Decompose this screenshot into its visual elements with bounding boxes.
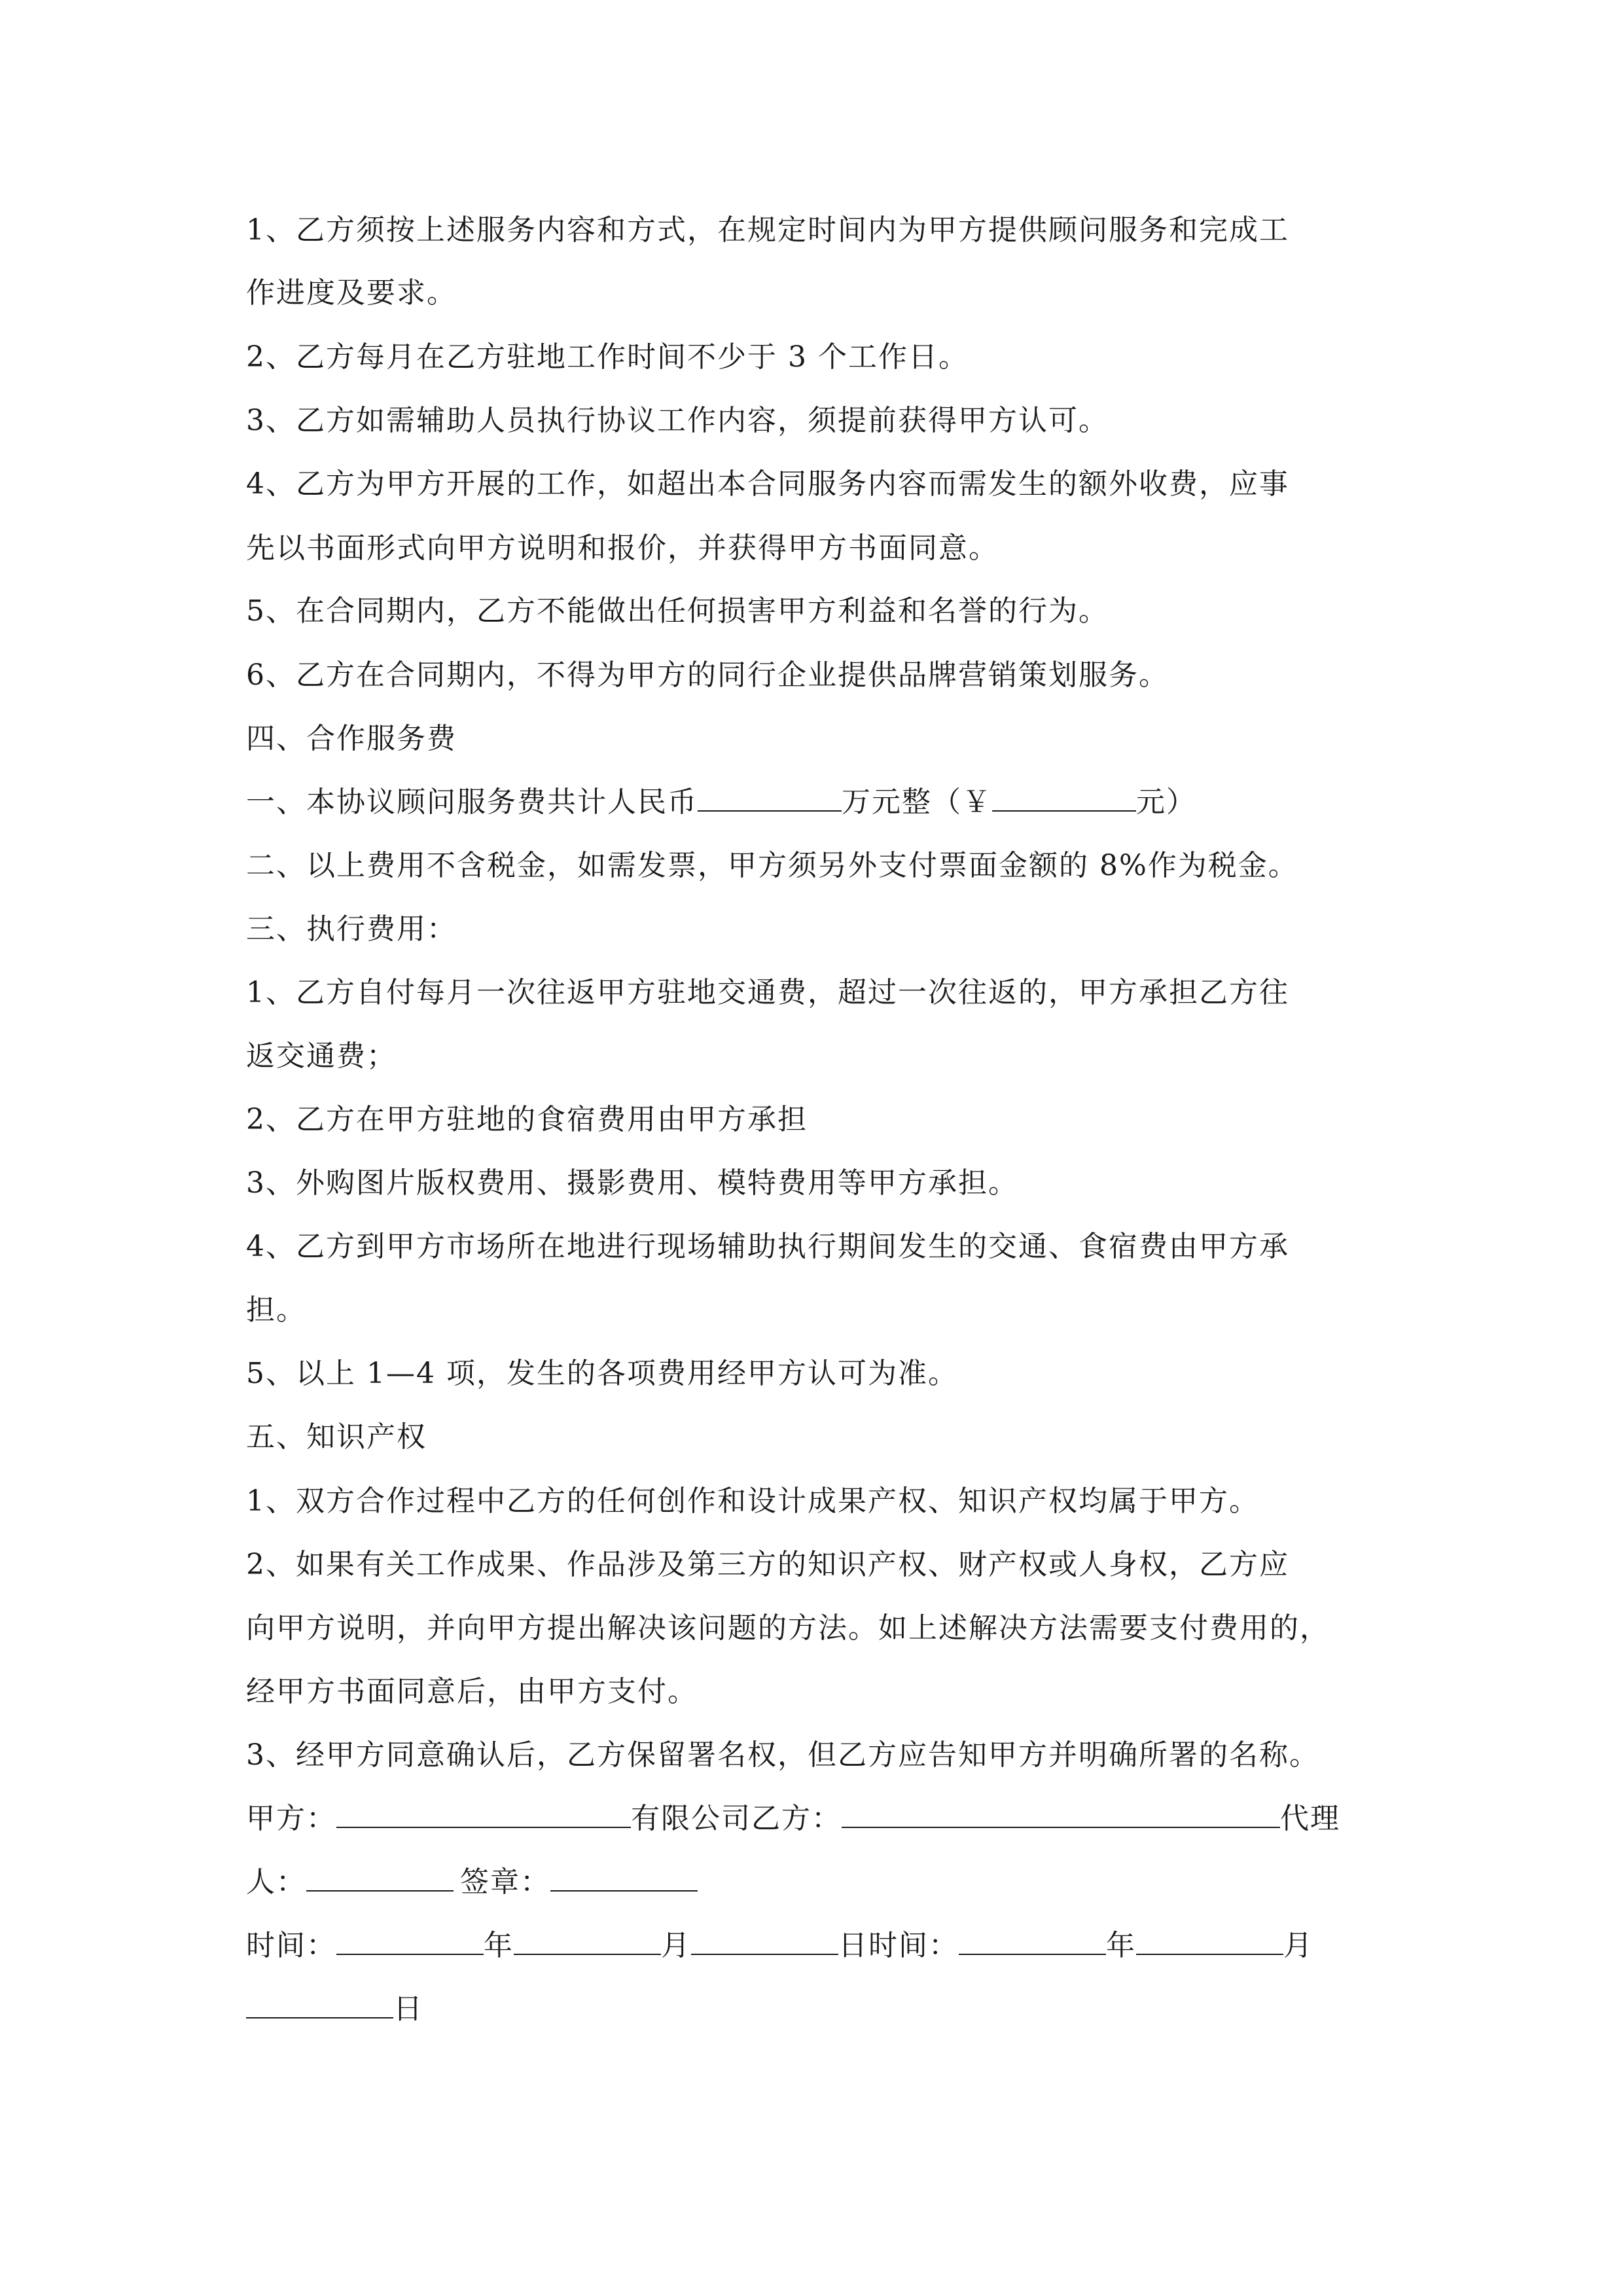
agent-blank[interactable] [306, 1863, 454, 1892]
section-heading: 四、合作服务费 [246, 722, 457, 755]
clause-line: 2、乙方每月在乙方驻地工作时间不少于 3 个工作日。 [246, 340, 969, 374]
signature-agent-line [246, 1863, 1398, 1902]
fee-prefix: 一、本协议顾问服务费共计人民币 [246, 785, 698, 819]
fee-yuan-blank[interactable] [992, 783, 1136, 812]
clause-line: 向甲方说明，并向甲方提出解决该问题的方法。如上述解决方法需要支付费用的， [246, 1611, 1330, 1645]
day-label: 日 [393, 1992, 423, 2026]
day-b-blank[interactable] [246, 1990, 393, 2018]
signature-date-line [246, 1926, 1398, 1965]
clause-line: 1、乙方须按上述服务内容和方式，在规定时间内为甲方提供顾问服务和完成工 [246, 213, 1289, 247]
party-a-label: 甲方： [246, 1802, 336, 1835]
fee-amount-blank[interactable] [698, 783, 842, 812]
seal-blank[interactable] [550, 1863, 698, 1892]
clause-line: 先以书面形式向甲方说明和报价，并获得甲方书面同意。 [246, 531, 999, 565]
day-a-blank[interactable] [691, 1926, 838, 1955]
year-label: 年 [484, 1929, 514, 1962]
clause-line: 4、乙方到甲方市场所在地进行现场辅助执行期间发生的交通、食宿费由甲方承 [246, 1230, 1289, 1263]
clause-line: 3、乙方如需辅助人员执行协议工作内容，须提前获得甲方认可。 [246, 404, 1109, 437]
section-heading: 五、知识产权 [246, 1420, 427, 1454]
party-b-blank[interactable] [842, 1799, 1280, 1828]
signature-day-line [246, 1990, 1398, 2029]
clause-line: 3、经甲方同意确认后，乙方保留署名权，但乙方应告知甲方并明确所署的名称。 [246, 1738, 1319, 1772]
month-label-b: 月 [1283, 1929, 1313, 1962]
seal-label: 签章： [460, 1865, 550, 1899]
clause-line: 返交通费； [246, 1039, 397, 1073]
month-a-blank[interactable] [514, 1926, 661, 1955]
time-label: 时间： [246, 1929, 336, 1962]
fee-middle: 万元整（￥ [842, 785, 992, 819]
agent-tail: 代理 [1280, 1802, 1340, 1835]
clause-line: 5、以上 1—4 项，发生的各项费用经甲方认可为准。 [246, 1357, 958, 1390]
clause-line: 经甲方书面同意后，由甲方支付。 [246, 1675, 698, 1708]
clause-line: 2、乙方在甲方驻地的食宿费用由甲方承担 [246, 1103, 808, 1136]
clause-line: 5、在合同期内，乙方不能做出任何损害甲方利益和名誉的行为。 [246, 594, 1109, 628]
clause-line: 二、以上费用不含税金，如需发票，甲方须另外支付票面金额的 8%作为税金。 [246, 849, 1298, 882]
month-label: 月 [661, 1929, 691, 1962]
year-a-blank[interactable] [336, 1926, 484, 1955]
clause-line: 1、双方合作过程中乙方的任何创作和设计成果产权、知识产权均属于甲方。 [246, 1484, 1259, 1518]
clause-line: 2、如果有关工作成果、作品涉及第三方的知识产权、财产权或人身权，乙方应 [246, 1548, 1289, 1581]
clause-line: 4、乙方为甲方开展的工作，如超出本合同服务内容而需发生的额外收费，应事 [246, 467, 1289, 501]
fee-line [246, 783, 1398, 822]
clause-line: 1、乙方自付每月一次往返甲方驻地交通费，超过一次往返的，甲方承担乙方往 [246, 976, 1289, 1009]
clause-line: 3、外购图片版权费用、摄影费用、模特费用等甲方承担。 [246, 1166, 1018, 1200]
clause-line: 6、乙方在合同期内，不得为甲方的同行企业提供品牌营销策划服务。 [246, 658, 1169, 692]
year-b-blank[interactable] [959, 1926, 1106, 1955]
section-heading: 三、执行费用： [246, 912, 457, 946]
clause-line: 担。 [246, 1293, 306, 1327]
agent-label: 人： [246, 1865, 306, 1899]
party-a-blank[interactable] [336, 1799, 631, 1828]
fee-suffix: 元） [1136, 785, 1196, 819]
clause-line: 作进度及要求。 [246, 276, 457, 310]
year-label-b: 年 [1106, 1929, 1136, 1962]
signature-party-line [246, 1799, 1398, 1839]
company-suffix: 有限公司乙方： [631, 1802, 842, 1835]
day-time-label: 日时间： [838, 1929, 959, 1962]
month-b-blank[interactable] [1136, 1926, 1283, 1955]
